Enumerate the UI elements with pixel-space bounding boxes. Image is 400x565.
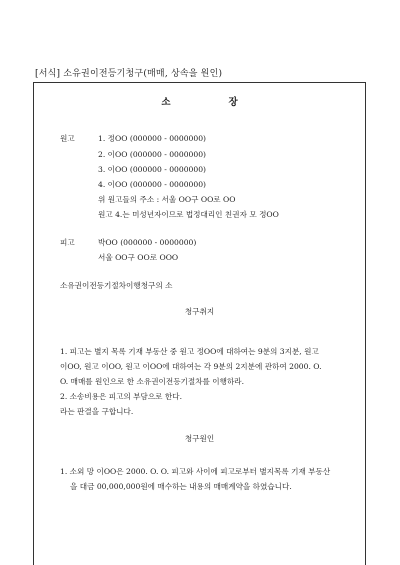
claim-purpose-line: 이OO, 원고 이OO, 원고 이OO에 대하여는 각 9분의 2지분에 관하여 2000. O.	[60, 362, 322, 371]
claim-cause-line: 1. 소외 망 이OO은 2000. O. O. 피고와 사이에 피고로부터 별지목록 기재 부동산	[60, 467, 331, 476]
plaintiff-label: 원고	[60, 134, 75, 143]
claim-cause-line: 을 대금 00,000,000원에 매수하는 내용의 매매계약을 하였습니다.	[70, 482, 292, 491]
form-caption: [서식] 소유권이전등기청구(매매, 상속을 원인)	[35, 69, 223, 79]
plaintiff-note: 원고 4.는 미성년자이므로 법정대리인 친권자 모 정OO	[98, 210, 279, 219]
title-char-1: 소	[161, 97, 171, 108]
claim-purpose-line: O. 매매를 원인으로 한 소유권이전등기절차를 이행하라.	[60, 377, 245, 386]
plaintiff-item: 1. 정OO (000000 - 0000000)	[98, 134, 206, 143]
document-title	[33, 94, 366, 108]
case-name: 소유권이전등기절차이행청구의 소	[60, 281, 173, 290]
claim-purpose-line: 2. 소송비용은 피고의 부담으로 한다.	[60, 392, 183, 401]
title-char-2: 장	[228, 97, 238, 108]
claim-purpose-line: 라는 판결을 구합니다.	[60, 407, 134, 416]
claim-cause-heading: 청구원인	[184, 434, 215, 443]
plaintiff-address: 위 원고들의 주소 : 서울 OO구 OO로 OO	[98, 195, 236, 204]
claim-purpose-line: 1. 피고는 별지 목록 기재 부동산 중 원고 정OO에 대하여는 9분의 3지분, 원고	[60, 347, 319, 356]
plaintiff-item: 4. 이OO (000000 - 0000000)	[98, 180, 206, 189]
plaintiff-item: 3. 이OO (000000 - 0000000)	[98, 165, 206, 174]
plaintiff-item: 2. 이OO (000000 - 0000000)	[98, 150, 206, 159]
defendant-name: 박OO (000000 - 0000000)	[98, 238, 197, 247]
claim-purpose-heading: 청구취지	[184, 307, 215, 316]
defendant-address: 서울 OO구 OO로 OOO	[98, 253, 179, 262]
defendant-label: 피고	[60, 238, 75, 247]
